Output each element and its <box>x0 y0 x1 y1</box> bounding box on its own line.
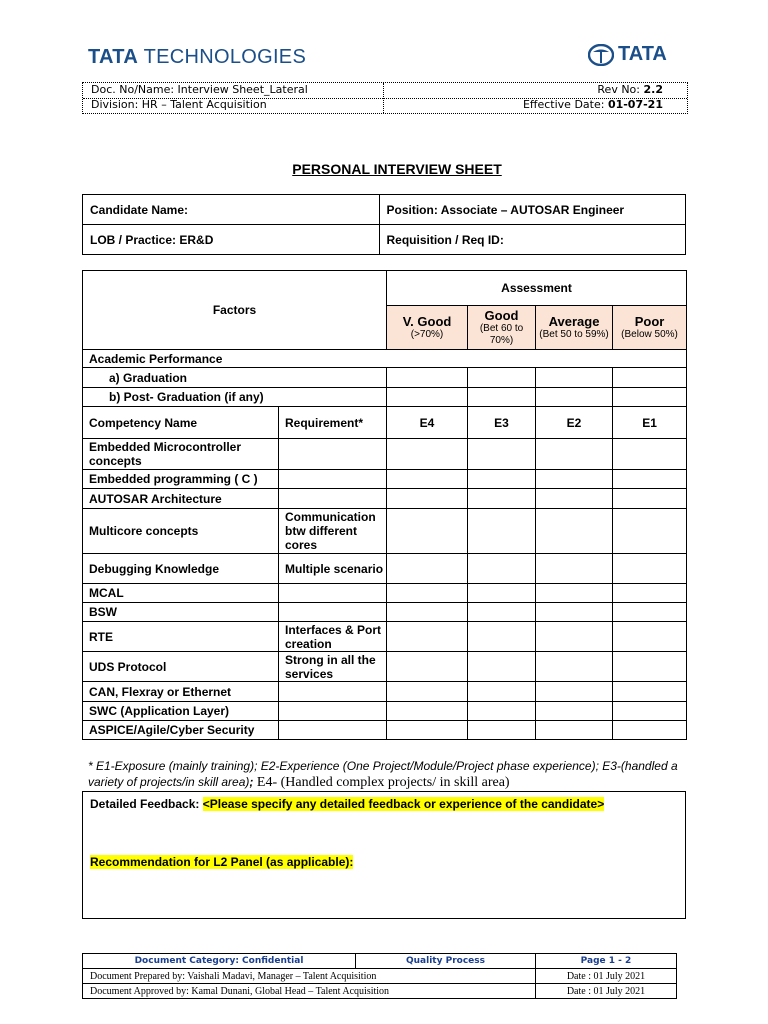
competency-requirement: Interfaces & Port creation <box>279 622 387 652</box>
table-row <box>83 584 687 603</box>
approved-date: Date : 01 July 2021 <box>536 984 677 999</box>
competency-name: BSW <box>83 603 279 622</box>
competency-requirement <box>279 584 387 603</box>
competency-requirement <box>279 489 387 509</box>
competency-requirement: Strong in all the services <box>279 652 387 682</box>
academic-performance: Academic Performance <box>83 350 687 368</box>
graduation-row: a) Graduation <box>83 368 387 388</box>
recommendation-label: Recommendation for L2 Panel (as applicable): <box>90 855 354 869</box>
table-row <box>83 702 687 721</box>
competency-name: CAN, Flexray or Ethernet <box>83 682 279 702</box>
table-row <box>83 721 687 740</box>
competency-name: Multicore concepts <box>83 509 279 554</box>
competency-requirement <box>279 682 387 702</box>
competency-name: Embedded Microcontroller concepts <box>83 439 279 470</box>
level-good: Good (Bet 60 to 70%) <box>468 306 536 350</box>
effective-date: Effective Date: 01-07-21 <box>522 98 663 111</box>
grade-e4: E4 <box>387 407 468 439</box>
tata-technologies-logo: TATA TECHNOLOGIES <box>88 46 307 68</box>
candidate-info-table <box>82 194 686 255</box>
doc-number: Doc. No/Name: Interview Sheet_Lateral <box>91 83 308 96</box>
competency-name: SWC (Application Layer) <box>83 702 279 721</box>
feedback-box[interactable] <box>82 791 686 919</box>
document-info-box <box>82 82 688 114</box>
competency-name: Embedded programming ( C ) <box>83 470 279 489</box>
level-average: Average (Bet 50 to 59%) <box>536 306 613 350</box>
approved-by: Document Approved by: Kamal Dunani, Global Head – Talent Acquisition <box>83 984 536 999</box>
level-poor: Poor (Below 50%) <box>613 306 687 350</box>
competency-requirement: Multiple scenario <box>279 554 387 584</box>
tata-logo: TATA <box>588 43 667 66</box>
grade-e3: E3 <box>468 407 536 439</box>
assessment-header: Assessment <box>387 271 687 306</box>
table-row <box>83 622 687 652</box>
competency-name: AUTOSAR Architecture <box>83 489 279 509</box>
candidate-name: Candidate Name: <box>83 195 380 225</box>
competency-name: UDS Protocol <box>83 652 279 682</box>
competency-name: MCAL <box>83 584 279 603</box>
assessment-table <box>82 270 687 740</box>
requirement-header: Requirement* <box>279 407 387 439</box>
revision-number: Rev No: 2.2 <box>597 83 663 96</box>
table-row <box>83 439 687 470</box>
page-title: PERSONAL INTERVIEW SHEET <box>292 161 502 177</box>
grading-footnote: * E1-Exposure (mainly training); E2-Experience (One Project/Module/Project phase experience); E3-(handled a variety of projects/in skill area); E4- (Handled complex projects/ in skill area) <box>88 759 678 790</box>
table-row <box>83 470 687 489</box>
footer-table <box>82 953 677 999</box>
grade-e2: E2 <box>536 407 613 439</box>
post-graduation-row: b) Post- Graduation (if any) <box>83 388 387 407</box>
tata-emblem-icon <box>588 44 614 66</box>
quality-process: Quality Process <box>356 954 536 969</box>
competency-name: Debugging Knowledge <box>83 554 279 584</box>
table-row <box>83 554 687 584</box>
level-vgood: V. Good (>70%) <box>387 306 468 350</box>
lob-practice: LOB / Practice: ER&D <box>83 225 380 255</box>
detailed-feedback-label: Detailed Feedback: <Please specify any detailed feedback or experience of the candidate> <box>90 797 605 811</box>
competency-requirement <box>279 470 387 489</box>
prepared-date: Date : 01 July 2021 <box>536 969 677 984</box>
competency-requirement <box>279 702 387 721</box>
competency-name: RTE <box>83 622 279 652</box>
table-row <box>83 603 687 622</box>
factors-header: Factors <box>83 271 387 350</box>
position: Position: Associate – AUTOSAR Engineer <box>379 195 686 225</box>
table-row <box>83 682 687 702</box>
competency-name: ASPICE/Agile/Cyber Security <box>83 721 279 740</box>
grade-e1: E1 <box>613 407 687 439</box>
prepared-by: Document Prepared by: Vaishali Madavi, Manager – Talent Acquisition <box>83 969 536 984</box>
page-number: Page 1 - 2 <box>536 954 677 969</box>
division: Division: HR – Talent Acquisition <box>91 98 267 111</box>
competency-requirement <box>279 439 387 470</box>
requisition-id: Requisition / Req ID: <box>379 225 686 255</box>
table-row <box>83 489 687 509</box>
competency-name-header: Competency Name <box>83 407 279 439</box>
document-category: Document Category: Confidential <box>83 954 356 969</box>
feedback-placeholder: <Please specify any detailed feedback or experience of the candidate> <box>202 797 605 811</box>
table-row <box>83 652 687 682</box>
competency-requirement <box>279 721 387 740</box>
competency-requirement: Communication btw different cores <box>279 509 387 554</box>
table-row <box>83 509 687 554</box>
competency-requirement <box>279 603 387 622</box>
